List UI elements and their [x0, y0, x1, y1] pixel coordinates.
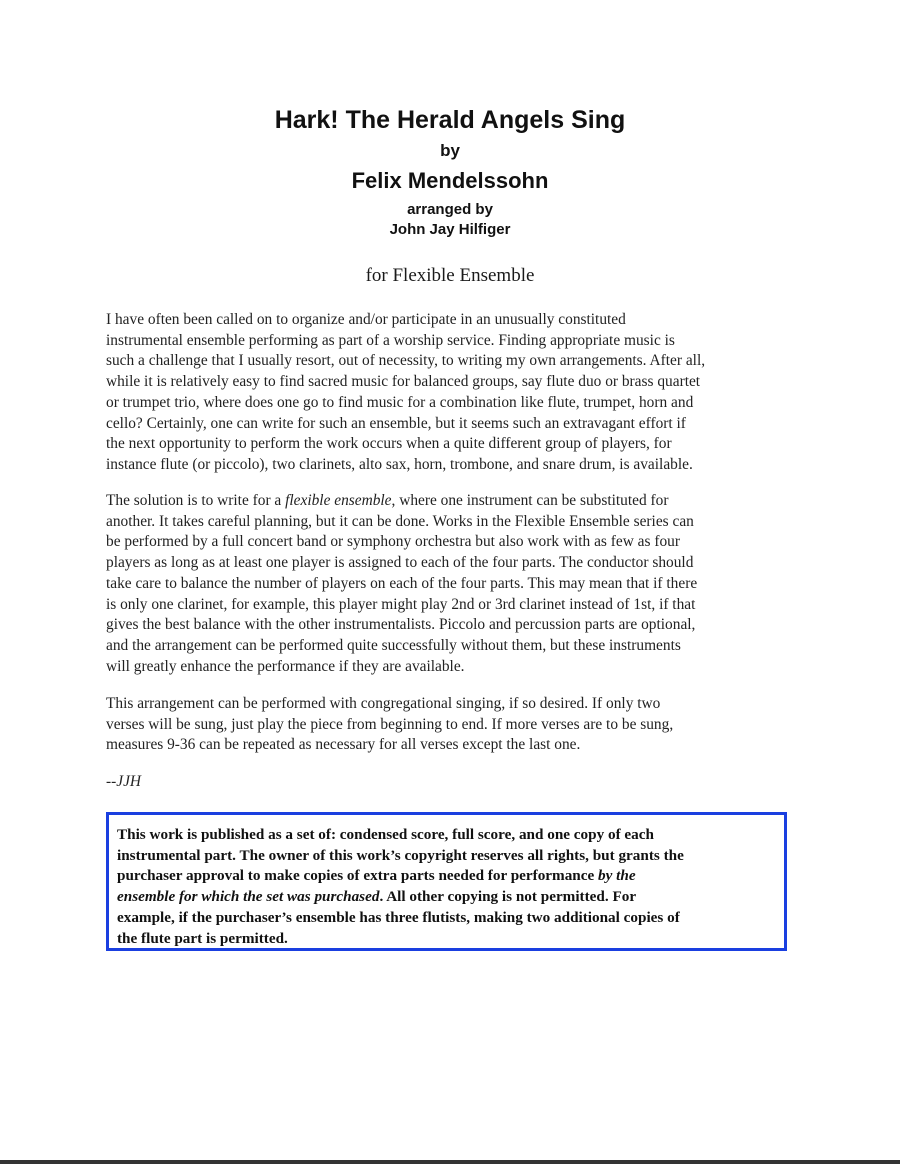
text-run: The solution is to write for a — [106, 492, 286, 509]
copyright-notice-box — [106, 812, 787, 951]
paragraph-line: cello? Certainly, one can write for such an ensemble, but it seems such an extravagant effort if — [106, 414, 686, 432]
arranger-name: John Jay Hilfiger — [389, 221, 511, 238]
paragraph-line: while it is relatively easy to find sacred music for balanced groups, say flute duo or brass quartet — [106, 373, 701, 391]
paragraph-line: such a challenge that I usually resort, out of necessity, to writing my own arrangements. After all, — [106, 352, 706, 370]
paragraph-line: take care to balance the number of players on each of the four parts. This may mean that if there — [106, 574, 698, 592]
paragraph-line: or trumpet trio, where does one go to find music for a combination like flute, trumpet, horn and — [106, 393, 694, 411]
paragraph-line: instance flute (or piccolo), two clarinets, alto sax, horn, trombone, and snare drum, is available. — [106, 455, 693, 473]
notice-line: instrumental part. The owner of this work’s copyright reserves all rights, but grants the — [117, 846, 684, 864]
notice-line — [117, 887, 776, 908]
paragraph-line: verses will be sung, just play the piece from beginning to end. If more verses are to be sung, — [106, 715, 674, 733]
composer-name: Felix Mendelssohn — [351, 168, 549, 193]
by-label: by — [440, 141, 460, 160]
paragraph-line — [106, 491, 796, 512]
paragraph-line: I have often been called on to organize and/or participate in an unusually constituted — [106, 311, 626, 328]
notice-line: example, if the purchaser’s ensemble has three flutists, making two additional copies of — [117, 908, 680, 926]
notice-line: the flute part is permitted. — [117, 929, 288, 947]
emphasis-text: ensemble for which the set was purchased — [117, 888, 380, 906]
piece-title: Hark! The Herald Angels Sing — [274, 106, 626, 134]
page-bottom-edge — [0, 1160, 900, 1164]
paragraph-line: This arrangement can be performed with congregational singing, if so desired. If only two — [106, 695, 661, 712]
text-run: , where one instrument can be substituted for — [391, 492, 669, 509]
emphasis-text: by the — [598, 867, 636, 885]
paragraph-line: players as long as at least one player is assigned to each of the four parts. The conductor should — [106, 554, 694, 572]
singing-paragraph — [106, 694, 796, 756]
paragraph-line: and the arrangement can be performed quite successfully without them, but these instruments — [106, 636, 681, 654]
ensemble-subtitle: for Flexible Ensemble — [365, 265, 535, 286]
notice-line: This work is published as a set of: condensed score, full score, and one copy of each — [117, 826, 654, 843]
notice-line — [117, 866, 776, 887]
paragraph-line: the next opportunity to perform the work occurs when a quite different group of players, for — [106, 435, 672, 453]
text-run: purchaser approval to make copies of extra parts needed for performance — [117, 867, 599, 885]
paragraph-line: another. It takes careful planning, but it can be done. Works in the Flexible Ensemble series can — [106, 512, 694, 530]
paragraph-line: will greatly enhance the performance if they are available. — [106, 657, 465, 675]
paragraph-line: gives the best balance with the other instrumentalists. Piccolo and percussion parts are optional, — [106, 616, 696, 634]
intro-paragraph — [106, 310, 796, 476]
paragraph-line: be performed by a full concert band or symphony orchestra but also work with as few as four — [106, 533, 680, 551]
solution-paragraph — [106, 491, 796, 677]
emphasis-text: flexible ensemble — [285, 492, 392, 509]
paragraph-line: is only one clarinet, for example, this player might play 2nd or 3rd clarinet instead of 1st, if that — [106, 595, 696, 613]
paragraph-line: measures 9-36 can be repeated as necessary for all verses except the last one. — [106, 736, 581, 754]
paragraph-line: instrumental ensemble performing as part of a worship service. Finding appropriate music is — [106, 331, 675, 349]
signature: --JJH — [106, 773, 142, 790]
text-run: . All other copying is not permitted. For — [379, 888, 637, 906]
arranged-by-label: arranged by — [407, 201, 493, 218]
